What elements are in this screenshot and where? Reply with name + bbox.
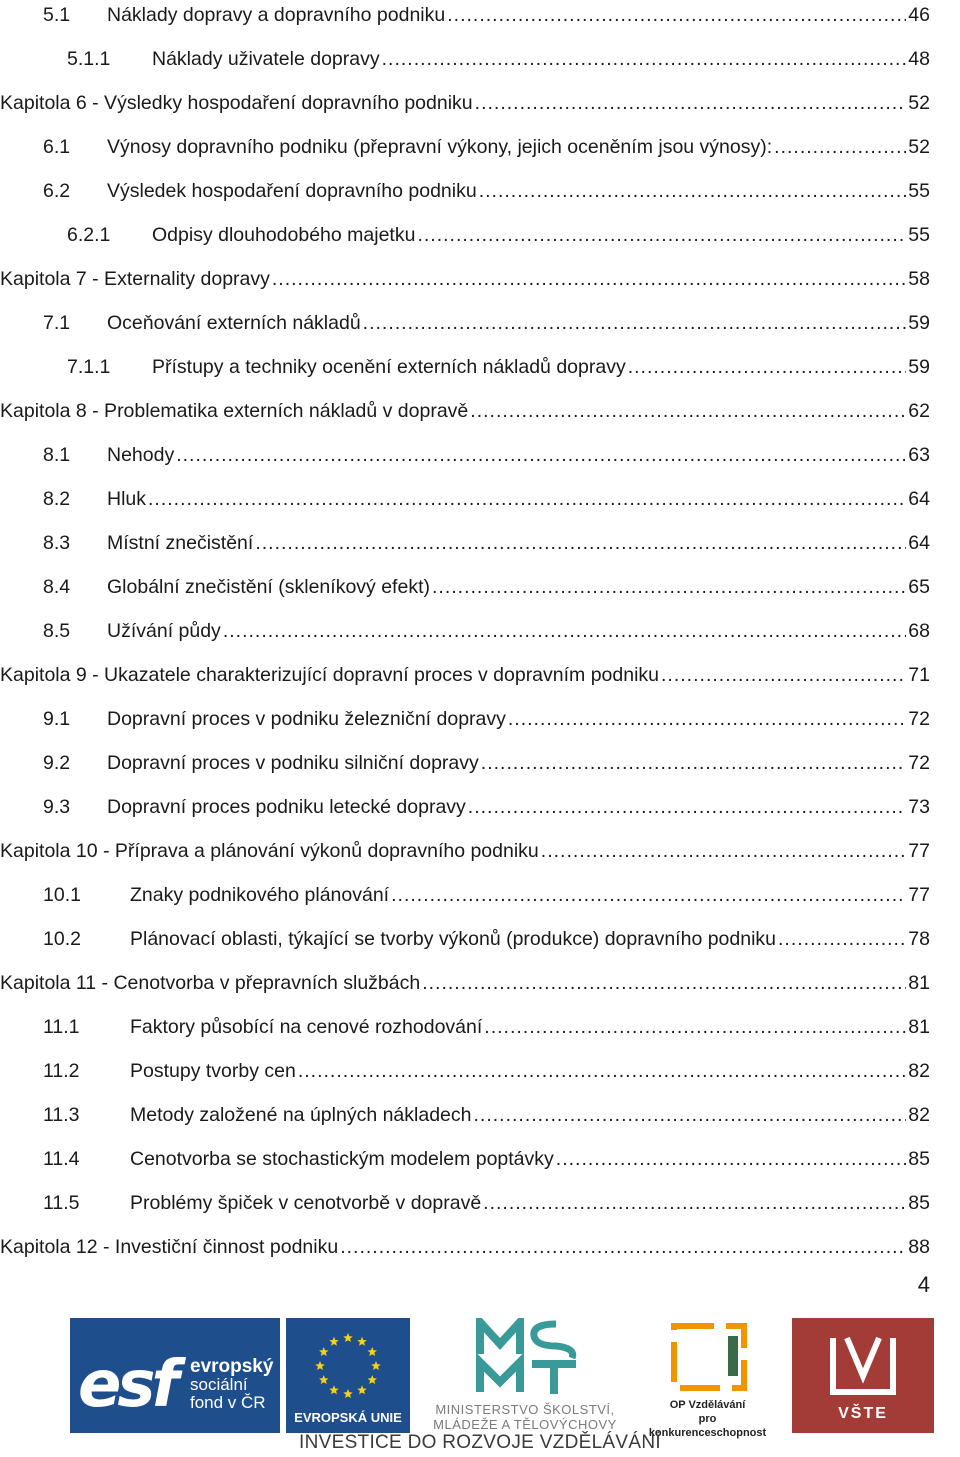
toc-entry[interactable] bbox=[0, 792, 930, 822]
toc-entry[interactable] bbox=[0, 968, 930, 998]
toc-dot-leader bbox=[556, 1144, 907, 1174]
toc-entry[interactable] bbox=[0, 1012, 930, 1042]
toc-entry-number: 8.1 bbox=[43, 444, 71, 466]
toc-entry-title: Užívání půdy bbox=[107, 620, 221, 642]
toc-entry-page: 81 bbox=[908, 1016, 930, 1038]
toc-entry-number: 6.2.1 bbox=[67, 224, 111, 246]
toc-dot-leader bbox=[661, 660, 906, 690]
toc-entry-number: 8.5 bbox=[43, 620, 71, 642]
toc-entry-number: 5.1 bbox=[43, 4, 71, 26]
eu-star bbox=[371, 1361, 381, 1370]
eu-flag-logo bbox=[286, 1318, 410, 1433]
toc-dot-leader bbox=[176, 440, 906, 470]
toc-dot-leader bbox=[382, 44, 907, 74]
toc-entry-page: 82 bbox=[908, 1104, 930, 1126]
toc-entry-number: 9.3 bbox=[43, 796, 71, 818]
toc-entry[interactable] bbox=[0, 1188, 930, 1218]
toc-entry-page: 85 bbox=[908, 1148, 930, 1170]
toc-entry-page: 46 bbox=[908, 4, 930, 26]
toc-entry-title: Náklady uživatele dopravy bbox=[152, 48, 380, 70]
toc-dot-leader bbox=[298, 1056, 906, 1086]
toc-entry-number: 6.1 bbox=[43, 136, 71, 158]
toc-entry[interactable] bbox=[0, 308, 930, 338]
esf-text bbox=[190, 1358, 273, 1412]
toc-entry-page: 81 bbox=[908, 972, 930, 994]
toc-entry-title: Problémy špiček v cenotvorbě v dopravě bbox=[130, 1192, 482, 1214]
toc-entry-number: 8.3 bbox=[43, 532, 71, 554]
toc-entry-number: 11.4 bbox=[43, 1148, 80, 1170]
toc-entry-page: 88 bbox=[908, 1236, 930, 1258]
eu-stars-icon bbox=[308, 1326, 388, 1406]
eu-star bbox=[343, 1333, 353, 1342]
toc-dot-leader bbox=[391, 880, 906, 910]
toc-entry[interactable] bbox=[0, 660, 930, 690]
toc-entry[interactable] bbox=[0, 616, 930, 646]
esf-line3: fond v ČR bbox=[190, 1393, 266, 1412]
msmt-logo bbox=[420, 1318, 630, 1433]
toc-entry-number: 10.2 bbox=[43, 928, 81, 950]
toc-entry-title: Kapitola 6 - Výsledky hospodaření dopravního podniku bbox=[0, 92, 473, 114]
toc-dot-leader bbox=[774, 132, 906, 162]
toc-entry-title: Kapitola 9 - Ukazatele charakterizující dopravní proces v dopravním podniku bbox=[0, 664, 660, 686]
toc-entry-page: 64 bbox=[908, 532, 930, 554]
toc-entry[interactable] bbox=[0, 1232, 930, 1262]
toc-entry-title: Kapitola 12 - Investiční činnost podniku bbox=[0, 1236, 339, 1258]
toc-entry-title: Faktory působící na cenové rozhodování bbox=[130, 1016, 483, 1038]
toc-entry-number: 11.3 bbox=[43, 1104, 80, 1126]
page-number: 4 bbox=[917, 1272, 930, 1297]
toc-entry-page: 63 bbox=[908, 444, 930, 466]
toc-entry-number: 9.1 bbox=[43, 708, 71, 730]
toc-dot-leader bbox=[148, 484, 906, 514]
toc-entry-page: 82 bbox=[908, 1060, 930, 1082]
msmt-line1: MINISTERSTVO ŠKOLSTVÍ, bbox=[435, 1402, 615, 1417]
vste-mark-icon bbox=[827, 1330, 899, 1400]
toc-entry-title: Postupy tvorby cen bbox=[130, 1060, 296, 1082]
toc-dot-leader bbox=[340, 1232, 906, 1262]
toc-entry-page: 59 bbox=[908, 312, 930, 334]
toc-entry[interactable] bbox=[0, 836, 930, 866]
eu-star bbox=[357, 1337, 367, 1346]
toc-entry-title: Hluk bbox=[107, 488, 147, 510]
toc-entry-page: 77 bbox=[908, 840, 930, 862]
toc-dot-leader bbox=[508, 704, 906, 734]
vste-label: VŠTE bbox=[838, 1405, 888, 1422]
toc-entry-page: 71 bbox=[908, 664, 930, 686]
toc-entry[interactable] bbox=[0, 88, 930, 118]
toc-entry-title: Kapitola 10 - Příprava a plánování výkonů dopravního podniku bbox=[0, 840, 539, 862]
toc-entry-page: 85 bbox=[908, 1192, 930, 1214]
toc-entry-title: Metody založené na úplných nákladech bbox=[130, 1104, 472, 1126]
msmt-mark-icon bbox=[472, 1318, 582, 1396]
toc-entry-number: 6.2 bbox=[43, 180, 71, 202]
toc-entry[interactable] bbox=[0, 440, 930, 470]
toc-entry[interactable] bbox=[0, 572, 930, 602]
eu-star bbox=[367, 1375, 377, 1384]
op-vzdelavani-logo bbox=[640, 1318, 775, 1439]
toc-entry-number: 7.1 bbox=[43, 312, 71, 334]
toc-entry-title: Znaky podnikového plánování bbox=[130, 884, 390, 906]
toc-entry-page: 72 bbox=[908, 708, 930, 730]
toc-entry-number: 11.5 bbox=[43, 1192, 80, 1214]
op-frame-icon bbox=[670, 1322, 748, 1392]
toc-dot-leader bbox=[481, 748, 907, 778]
toc-entry[interactable] bbox=[0, 1144, 930, 1174]
investice-text: INVESTICE DO ROZVOJE VZDĚLÁVÁNÍ bbox=[299, 1432, 661, 1453]
toc-entry[interactable] bbox=[0, 44, 930, 74]
toc-entry-page: 68 bbox=[908, 620, 930, 642]
toc-entry-title: Výnosy dopravního podniku (přepravní výkony, jejich oceněním jsou výnosy): bbox=[107, 136, 773, 158]
toc-entry[interactable] bbox=[0, 484, 930, 514]
toc-entry[interactable] bbox=[0, 132, 930, 162]
toc-entry-title: Nehody bbox=[107, 444, 175, 466]
toc-entry-title: Dopravní proces v podniku železniční dopravy bbox=[107, 708, 506, 730]
toc-entry-number: 8.4 bbox=[43, 576, 71, 598]
toc-entry-page: 59 bbox=[908, 356, 930, 378]
toc-dot-leader bbox=[483, 1188, 906, 1218]
toc-entry-title: Kapitola 8 - Problematika externích nákladů v dopravě bbox=[0, 400, 469, 422]
esf-letters: esf bbox=[78, 1348, 176, 1422]
toc-entry-page: 62 bbox=[908, 400, 930, 422]
toc-entry-title: Oceňování externích nákladů bbox=[107, 312, 361, 334]
eu-star bbox=[357, 1385, 367, 1394]
eu-star bbox=[329, 1385, 339, 1394]
toc-entry[interactable] bbox=[0, 0, 930, 30]
esf-logo bbox=[70, 1318, 280, 1433]
eu-star bbox=[315, 1361, 325, 1370]
eu-star bbox=[367, 1347, 377, 1356]
footer-logos bbox=[0, 1300, 960, 1457]
toc-entry[interactable] bbox=[0, 220, 930, 250]
vste-logo bbox=[792, 1318, 934, 1433]
toc-entry[interactable] bbox=[0, 396, 930, 426]
op-line2: pro konkurenceschopnost bbox=[648, 1413, 767, 1439]
esf-line1: evropský bbox=[190, 1356, 274, 1377]
toc-entry-title: Cenotvorba se stochastickým modelem poptávky bbox=[130, 1148, 554, 1170]
toc-dot-leader bbox=[475, 88, 907, 118]
toc-entry-number: 11.1 bbox=[43, 1016, 80, 1038]
toc-dot-leader bbox=[363, 308, 907, 338]
toc-dot-leader bbox=[223, 616, 906, 646]
toc-entry-page: 77 bbox=[908, 884, 930, 906]
toc-entry-number: 9.2 bbox=[43, 752, 71, 774]
toc-dot-leader bbox=[432, 572, 906, 602]
toc-entry[interactable] bbox=[0, 352, 930, 382]
toc-entry-page: 65 bbox=[908, 576, 930, 598]
toc-entry-number: 5.1.1 bbox=[67, 48, 111, 70]
toc-entry-title: Přístupy a techniky ocenění externích nákladů dopravy bbox=[152, 356, 626, 378]
toc-dot-leader bbox=[473, 1100, 906, 1130]
toc-entry-page: 52 bbox=[908, 92, 930, 114]
toc-entry-title: Náklady dopravy a dopravního podniku bbox=[107, 4, 446, 26]
toc-entry[interactable] bbox=[0, 704, 930, 734]
toc-dot-leader bbox=[541, 836, 907, 866]
toc-dot-leader bbox=[422, 968, 906, 998]
toc-entry-page: 64 bbox=[908, 488, 930, 510]
eu-star bbox=[319, 1347, 329, 1356]
toc-entry-title: Výsledek hospodaření dopravního podniku bbox=[107, 180, 477, 202]
toc-entry[interactable] bbox=[0, 1056, 930, 1086]
toc-entry[interactable] bbox=[0, 176, 930, 206]
toc-entry-title: Místní znečistění bbox=[107, 532, 254, 554]
toc-entry-number: 11.2 bbox=[43, 1060, 80, 1082]
toc-dot-leader bbox=[484, 1012, 906, 1042]
toc-entry-title: Dopravní proces v podniku silniční dopravy bbox=[107, 752, 479, 774]
toc-dot-leader bbox=[628, 352, 907, 382]
esf-line2: sociální bbox=[190, 1375, 248, 1394]
msmt-text bbox=[420, 1402, 630, 1432]
toc-entry-page: 78 bbox=[908, 928, 930, 950]
toc-entry-page: 73 bbox=[908, 796, 930, 818]
toc-entry-number: 7.1.1 bbox=[67, 356, 111, 378]
toc-entry-number: 10.1 bbox=[43, 884, 81, 906]
toc-dot-leader bbox=[470, 396, 906, 426]
toc-entry[interactable] bbox=[0, 924, 930, 954]
toc-entry-page: 55 bbox=[908, 224, 930, 246]
toc-entry[interactable] bbox=[0, 528, 930, 558]
toc-dot-leader bbox=[778, 924, 906, 954]
toc-entry-number: 8.2 bbox=[43, 488, 71, 510]
toc-entry[interactable] bbox=[0, 1100, 930, 1130]
toc-entry-title: Kapitola 7 - Externality dopravy bbox=[0, 268, 270, 290]
toc-entry-title: Dopravní proces podniku letecké dopravy bbox=[107, 796, 466, 818]
toc-entry-page: 58 bbox=[908, 268, 930, 290]
toc-dot-leader bbox=[417, 220, 906, 250]
eu-star bbox=[329, 1337, 339, 1346]
toc-dot-leader bbox=[272, 264, 906, 294]
toc-entry[interactable] bbox=[0, 748, 930, 778]
toc-dot-leader bbox=[468, 792, 907, 822]
toc-entry-title: Plánovací oblasti, týkající se tvorby výkonů (produkce) dopravního podniku bbox=[130, 928, 777, 950]
toc-entry-page: 72 bbox=[908, 752, 930, 774]
toc-entry[interactable] bbox=[0, 264, 930, 294]
eu-label: EVROPSKÁ UNIE bbox=[294, 1410, 402, 1425]
toc-dot-leader bbox=[479, 176, 907, 206]
toc-dot-leader bbox=[447, 0, 906, 30]
toc-entry-title: Globální znečistění (skleníkový efekt) bbox=[107, 576, 430, 598]
toc-entry-page: 48 bbox=[908, 48, 930, 70]
eu-star bbox=[343, 1389, 353, 1398]
toc-entry-page: 52 bbox=[908, 136, 930, 158]
eu-star bbox=[319, 1375, 329, 1384]
toc-entry-title: Odpisy dlouhodobého majetku bbox=[152, 224, 416, 246]
toc-entry-title: Kapitola 11 - Cenotvorba v přepravních službách bbox=[0, 972, 421, 994]
msmt-line2: MLÁDEŽE A TĚLOVÝCHOVY bbox=[433, 1417, 617, 1432]
op-line1: OP Vzdělávání bbox=[669, 1399, 746, 1411]
toc-entry-page: 55 bbox=[908, 180, 930, 202]
toc-entry[interactable] bbox=[0, 880, 930, 910]
toc-dot-leader bbox=[255, 528, 906, 558]
